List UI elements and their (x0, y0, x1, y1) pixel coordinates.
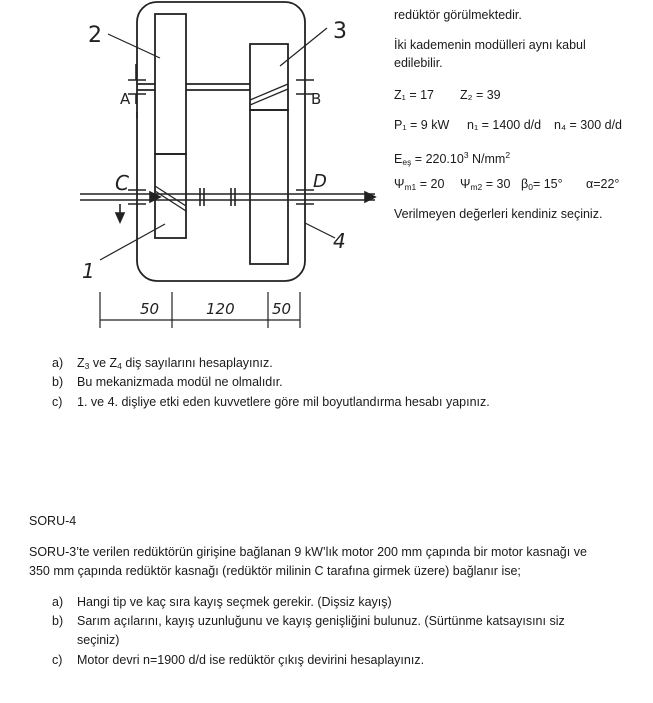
given-psi2: $\Psi_{m2} = 30$ (460, 177, 511, 192)
given-psi1: $\Psi_{m1} = 20$ (394, 177, 445, 192)
label-gear-2: 2 (88, 23, 102, 48)
label-gear-4: 4 (333, 229, 346, 253)
given-p1: P₁ = 9 kW (394, 118, 450, 132)
gear-4 (250, 110, 288, 264)
given-modulus: $E_{eş} = 220.10^3$ $N/mm^2$ (394, 150, 511, 167)
given-z1: Z₁ = 17 (394, 88, 435, 102)
dimension-middle: 120 (206, 300, 235, 318)
label-bearing-a: A (120, 90, 131, 108)
soru4-paragraph-line-1: SORU-3’te verilen redüktörün girişine bağlanan 9 kW’lık motor 200 mm çapında bir motor kasnağı ve (29, 545, 587, 559)
given-line-2a: İki kademenin modülleri aynı kabul (394, 38, 586, 52)
label-shaft-d: D (313, 171, 327, 192)
soru4-paragraph-line-2: 350 mm çapında redüktör kasnağı (redüktör milinin C tarafına girmek üzere) bağlanır ise; (29, 564, 521, 578)
gearbox-diagram (0, 0, 380, 340)
given-beta: $\beta_0= 15^\circ$ (521, 177, 563, 192)
given-line-2b: edilebilir. (394, 56, 443, 70)
label-shaft-c: C (115, 171, 129, 195)
gear-2 (155, 14, 186, 154)
dimension-left: 50 (140, 300, 160, 318)
dimension-right: 50 (272, 300, 292, 318)
label-gear-1: 1 (82, 259, 95, 283)
soru4-heading: SORU-4 (29, 514, 77, 528)
given-alpha: α=22° (586, 177, 620, 191)
label-gear-3: 3 (333, 19, 347, 44)
given-line-1: redüktör görülmektedir. (394, 8, 522, 22)
label-bearing-b: B (311, 90, 322, 108)
given-n4: n₄ = 300 d/d (554, 118, 623, 132)
given-note: Verilmeyen değerleri kendiniz seçiniz. (394, 207, 603, 221)
gear-3 (250, 44, 288, 110)
given-n1: n₁ = 1400 d/d (467, 118, 542, 132)
given-z2: Z₂ = 39 (460, 88, 501, 102)
